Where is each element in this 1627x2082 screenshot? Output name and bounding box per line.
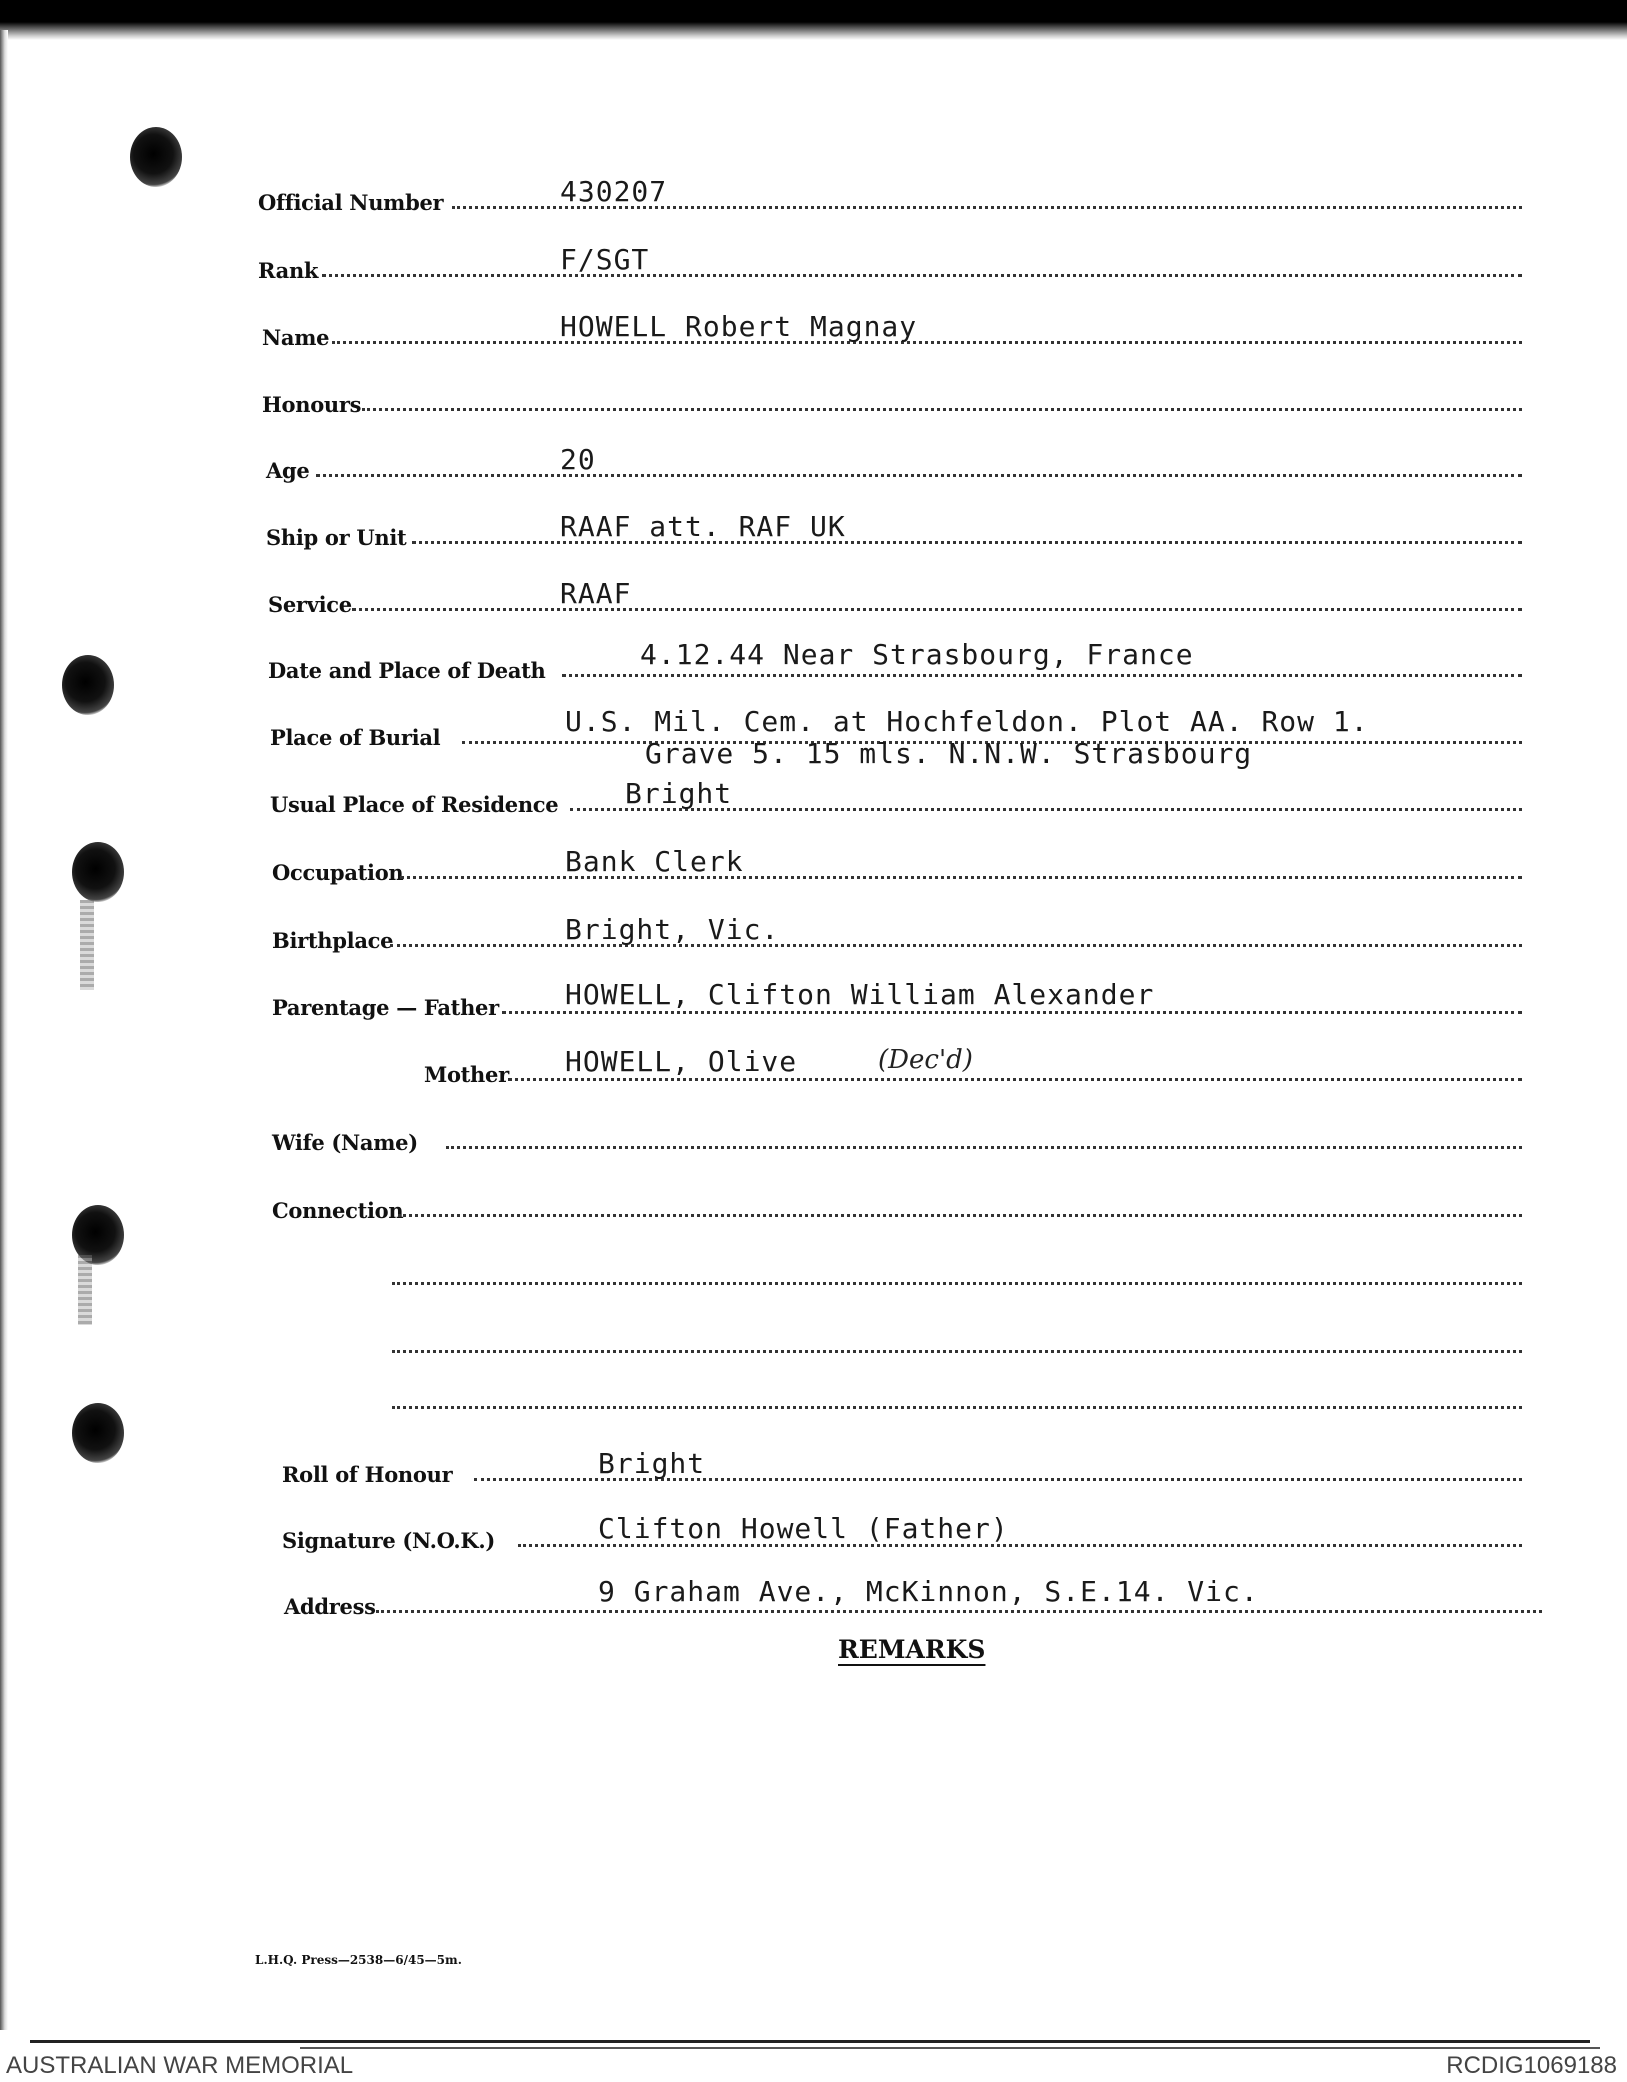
archive-credit: AUSTRALIAN WAR MEMORIAL	[6, 2052, 354, 2079]
mother-label: Mother	[424, 1062, 509, 1087]
name-line	[332, 341, 1522, 344]
signature-label: Signature (N.O.K.)	[282, 1528, 495, 1553]
occupation-value: Bank Clerk	[565, 845, 744, 878]
bottom-rule	[30, 2040, 1590, 2043]
burial-value-line2: Grave 5. 15 mls. N.N.W. Strasbourg	[645, 737, 1253, 770]
death-label: Date and Place of Death	[268, 658, 546, 683]
name-value: HOWELL Robert Magnay	[560, 310, 918, 343]
mother-line	[508, 1078, 1522, 1081]
birthplace-label: Birthplace	[272, 928, 394, 953]
official-number-value: 430207	[560, 175, 668, 208]
father-label: Parentage — Father	[272, 995, 499, 1020]
scan-left-edge	[0, 30, 8, 2030]
signature-value: Clifton Howell (Father)	[598, 1512, 1009, 1545]
service-line	[352, 608, 1522, 611]
residence-label: Usual Place of Residence	[270, 792, 559, 817]
scan-top-band	[0, 0, 1627, 40]
connection-line-3	[392, 1350, 1522, 1353]
address-value: 9 Graham Ave., McKinnon, S.E.14. Vic.	[598, 1575, 1259, 1608]
wife-label: Wife (Name)	[272, 1130, 418, 1155]
rank-line	[322, 274, 1522, 277]
father-line	[502, 1011, 1522, 1014]
wife-line	[446, 1146, 1522, 1149]
unit-label: Ship or Unit	[266, 525, 407, 550]
punch-hole-1	[130, 127, 182, 187]
bottom-rule-secondary	[300, 2047, 1600, 2049]
honours-label: Honours	[262, 392, 362, 417]
burial-label: Place of Burial	[270, 725, 441, 750]
archive-reference: RCDIG1069188	[1446, 2052, 1617, 2079]
age-label: Age	[266, 458, 310, 483]
connection-line-2	[392, 1282, 1522, 1285]
age-value: 20	[560, 443, 596, 476]
punch-hole-3	[72, 842, 124, 902]
father-value: HOWELL, Clifton William Alexander	[565, 978, 1155, 1011]
punch-hole-2	[62, 655, 114, 715]
occupation-label: Occupation	[272, 860, 404, 885]
residence-value: Bright	[625, 777, 733, 810]
death-line	[562, 674, 1522, 677]
connection-label: Connection	[272, 1198, 404, 1223]
mother-value: HOWELL, Olive	[565, 1045, 798, 1078]
death-value: 4.12.44 Near Strasbourg, France	[640, 638, 1194, 671]
service-label: Service	[268, 592, 352, 617]
connection-line-4	[392, 1406, 1522, 1409]
roll-label: Roll of Honour	[282, 1462, 453, 1487]
name-label: Name	[262, 325, 330, 350]
birthplace-value: Bright, Vic.	[565, 913, 780, 946]
address-label: Address	[284, 1594, 376, 1619]
unit-value: RAAF att. RAF UK	[560, 510, 846, 543]
scan-smear	[78, 1255, 92, 1325]
birthplace-line	[390, 944, 1522, 947]
remarks-heading: REMARKS	[838, 1635, 986, 1664]
rank-label: Rank	[258, 258, 319, 283]
roll-value: Bright	[598, 1447, 706, 1480]
scan-smear	[80, 900, 94, 990]
service-value: RAAF	[560, 577, 632, 610]
official-number-label: Official Number	[258, 190, 444, 215]
connection-line-1	[398, 1214, 1522, 1217]
address-line	[376, 1610, 1542, 1613]
mother-handwritten-note: (Dec'd)	[878, 1045, 973, 1075]
age-line	[316, 474, 1522, 477]
honours-line	[362, 408, 1522, 411]
punch-hole-5	[72, 1403, 124, 1463]
rank-value: F/SGT	[560, 243, 650, 276]
press-imprint: L.H.Q. Press—2538—6/45—5m.	[255, 1953, 462, 1967]
burial-value-line1: U.S. Mil. Cem. at Hochfeldon. Plot AA. Row 1.	[565, 705, 1369, 738]
